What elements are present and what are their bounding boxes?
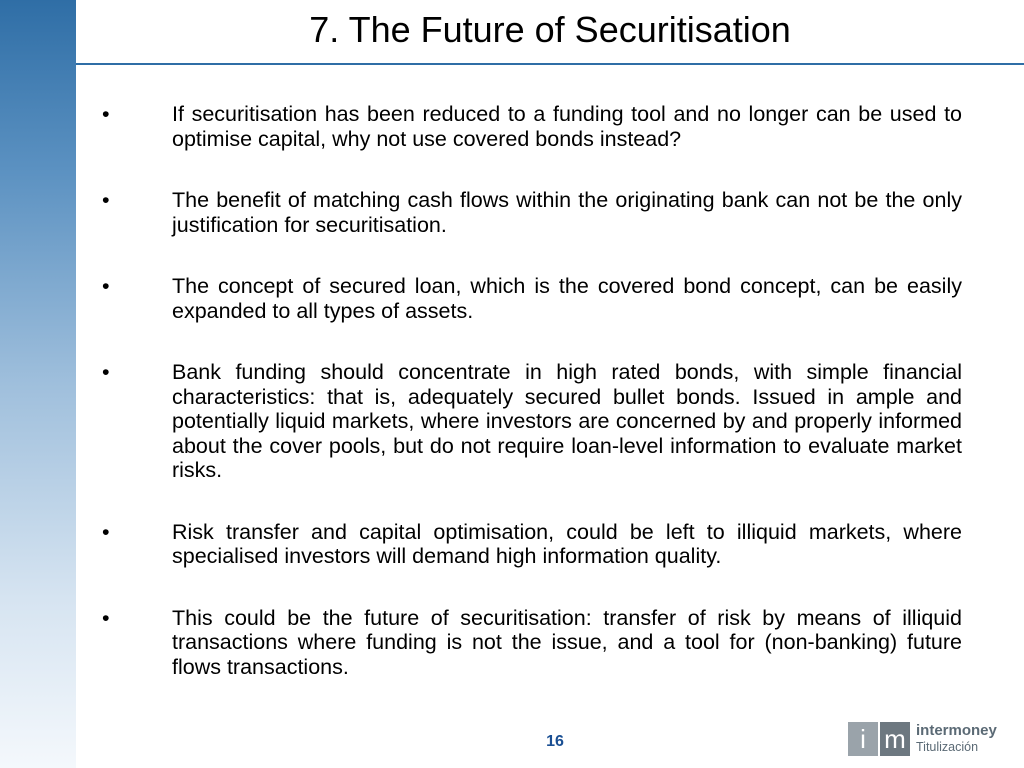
slide-title: 7. The Future of Securitisation <box>309 9 791 50</box>
logo-subtitle: Titulización <box>916 740 979 754</box>
bullet-text: Bank funding should concentrate in high rated bonds, with simple financial characteristics: that is, adequately secured bullet bonds. Issued in ample and potentially liquid markets, where investors are concerned by and properly informed about the cover pools, but do not require loan-level information to evaluate market risks. <box>172 360 962 482</box>
bullet-text: The concept of secured loan, which is the covered bond concept, can be easily expanded to all types of assets. <box>172 274 962 323</box>
bullet-item <box>96 606 962 680</box>
page-number: 16 <box>546 733 564 750</box>
logo-i-block: i <box>848 722 878 756</box>
bullet-item <box>96 360 962 483</box>
bullet-marker: • <box>102 519 110 544</box>
bullet-item <box>96 520 962 569</box>
bullet-marker: • <box>102 274 110 298</box>
bullet-list <box>96 102 962 716</box>
bullet-item <box>96 274 962 323</box>
bullet-text: Risk transfer and capital optimisation, could be left to illiquid markets, where specialised investors will demand high information quality. <box>172 519 962 568</box>
logo-wordmark <box>916 723 997 755</box>
sidebar-gradient-bar <box>0 0 76 768</box>
bullet-text: If securitisation has been reduced to a funding tool and no longer can be used to optimise capital, why not use covered bonds instead? <box>172 102 962 151</box>
logo-m-block: m <box>880 722 910 756</box>
logo-name: intermoney <box>916 722 997 739</box>
bullet-item <box>96 188 962 237</box>
bullet-marker: • <box>102 188 110 212</box>
bullet-marker: • <box>102 605 110 630</box>
bullet-text: The benefit of matching cash flows within the originating bank can not be the only justification for securitisation. <box>172 188 962 237</box>
bullet-text: This could be the future of securitisation: transfer of risk by means of illiquid transactions where funding is not the issue, and a tool for (non-banking) future flows transactions. <box>172 605 962 679</box>
bullet-marker: • <box>102 102 110 126</box>
intermoney-logo <box>848 721 997 757</box>
title-divider <box>76 63 1024 65</box>
bullet-item <box>96 102 962 151</box>
bullet-marker: • <box>102 360 110 384</box>
